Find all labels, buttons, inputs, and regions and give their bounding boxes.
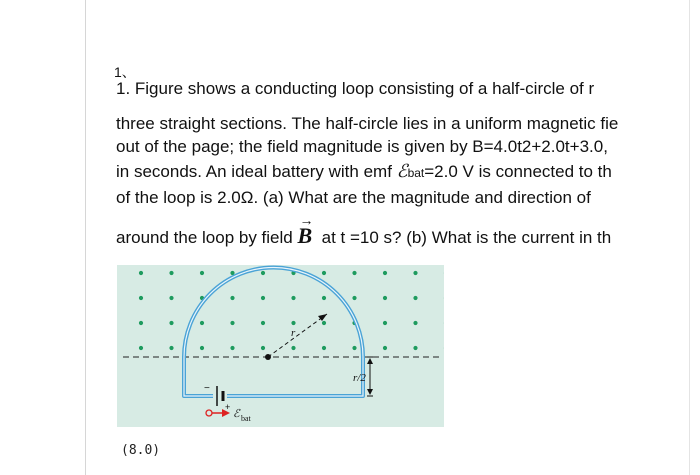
field-dot (413, 346, 417, 350)
field-dot (139, 321, 143, 325)
line-6-rest: at t =10 s? (b) What is the current in th (321, 228, 612, 247)
field-dot (261, 296, 265, 300)
radius-label: r (291, 327, 296, 339)
b-vector-symbol: → B (297, 226, 312, 246)
field-dot (139, 271, 143, 275)
field-dot (261, 271, 265, 275)
question-line-2: three straight sections. The half-circle lies in a uniform magnetic fie (116, 114, 619, 133)
battery-label: ℰ (233, 407, 240, 420)
field-dot (139, 346, 143, 350)
field-dot (413, 321, 417, 325)
question-line-6 (116, 223, 612, 248)
field-dot (291, 321, 295, 325)
field-dot (383, 346, 387, 350)
field-dot (383, 321, 387, 325)
battery-minus: − (204, 383, 210, 394)
field-dot (230, 346, 234, 350)
battery-label-sub: bat (241, 414, 251, 423)
field-dot (230, 321, 234, 325)
field-dot (169, 296, 173, 300)
battery-plus: + (225, 402, 231, 412)
emf-symbol: ℰ (396, 161, 408, 182)
field-dot (139, 296, 143, 300)
field-dot (169, 321, 173, 325)
field-dot (200, 271, 204, 275)
loop-figure (117, 265, 444, 427)
field-dot (200, 321, 204, 325)
field-dot (200, 346, 204, 350)
line-4-rest: =2.0 V is connected to th (424, 162, 612, 181)
field-dot (261, 346, 265, 350)
field-dot (169, 346, 173, 350)
field-dot (322, 321, 326, 325)
field-dot (383, 296, 387, 300)
field-dot (291, 346, 295, 350)
field-dot (383, 271, 387, 275)
field-dot (230, 296, 234, 300)
field-dot (291, 296, 295, 300)
question-line-3: out of the page; the field magnitude is given by B=4.0t2+2.0t+3.0, (116, 137, 608, 156)
figure-background (117, 265, 444, 427)
question-line-1: 1. Figure shows a conducting loop consisting of a half-circle of r (116, 79, 595, 98)
field-dot (352, 346, 356, 350)
emf-subscript: bat (407, 166, 425, 180)
field-dot (413, 271, 417, 275)
figure-caption: (8.0) (121, 443, 161, 458)
field-dot (413, 296, 417, 300)
half-radius-label: r/2 (353, 372, 366, 384)
question-line-4 (116, 162, 612, 183)
field-dot (352, 271, 356, 275)
question-number: 1、 (114, 64, 136, 80)
field-dot (322, 271, 326, 275)
line-6-text: around the loop by field (116, 228, 298, 247)
field-dot (261, 321, 265, 325)
field-dot (352, 296, 356, 300)
battery-gap (213, 389, 227, 403)
field-dot (169, 271, 173, 275)
question-line-5: of the loop is 2.0Ω. (a) What are the magnitude and direction of (116, 188, 591, 207)
line-4-text: in seconds. An ideal battery with emf (116, 162, 397, 181)
field-dot (230, 271, 234, 275)
field-dot (322, 296, 326, 300)
field-dot (322, 346, 326, 350)
